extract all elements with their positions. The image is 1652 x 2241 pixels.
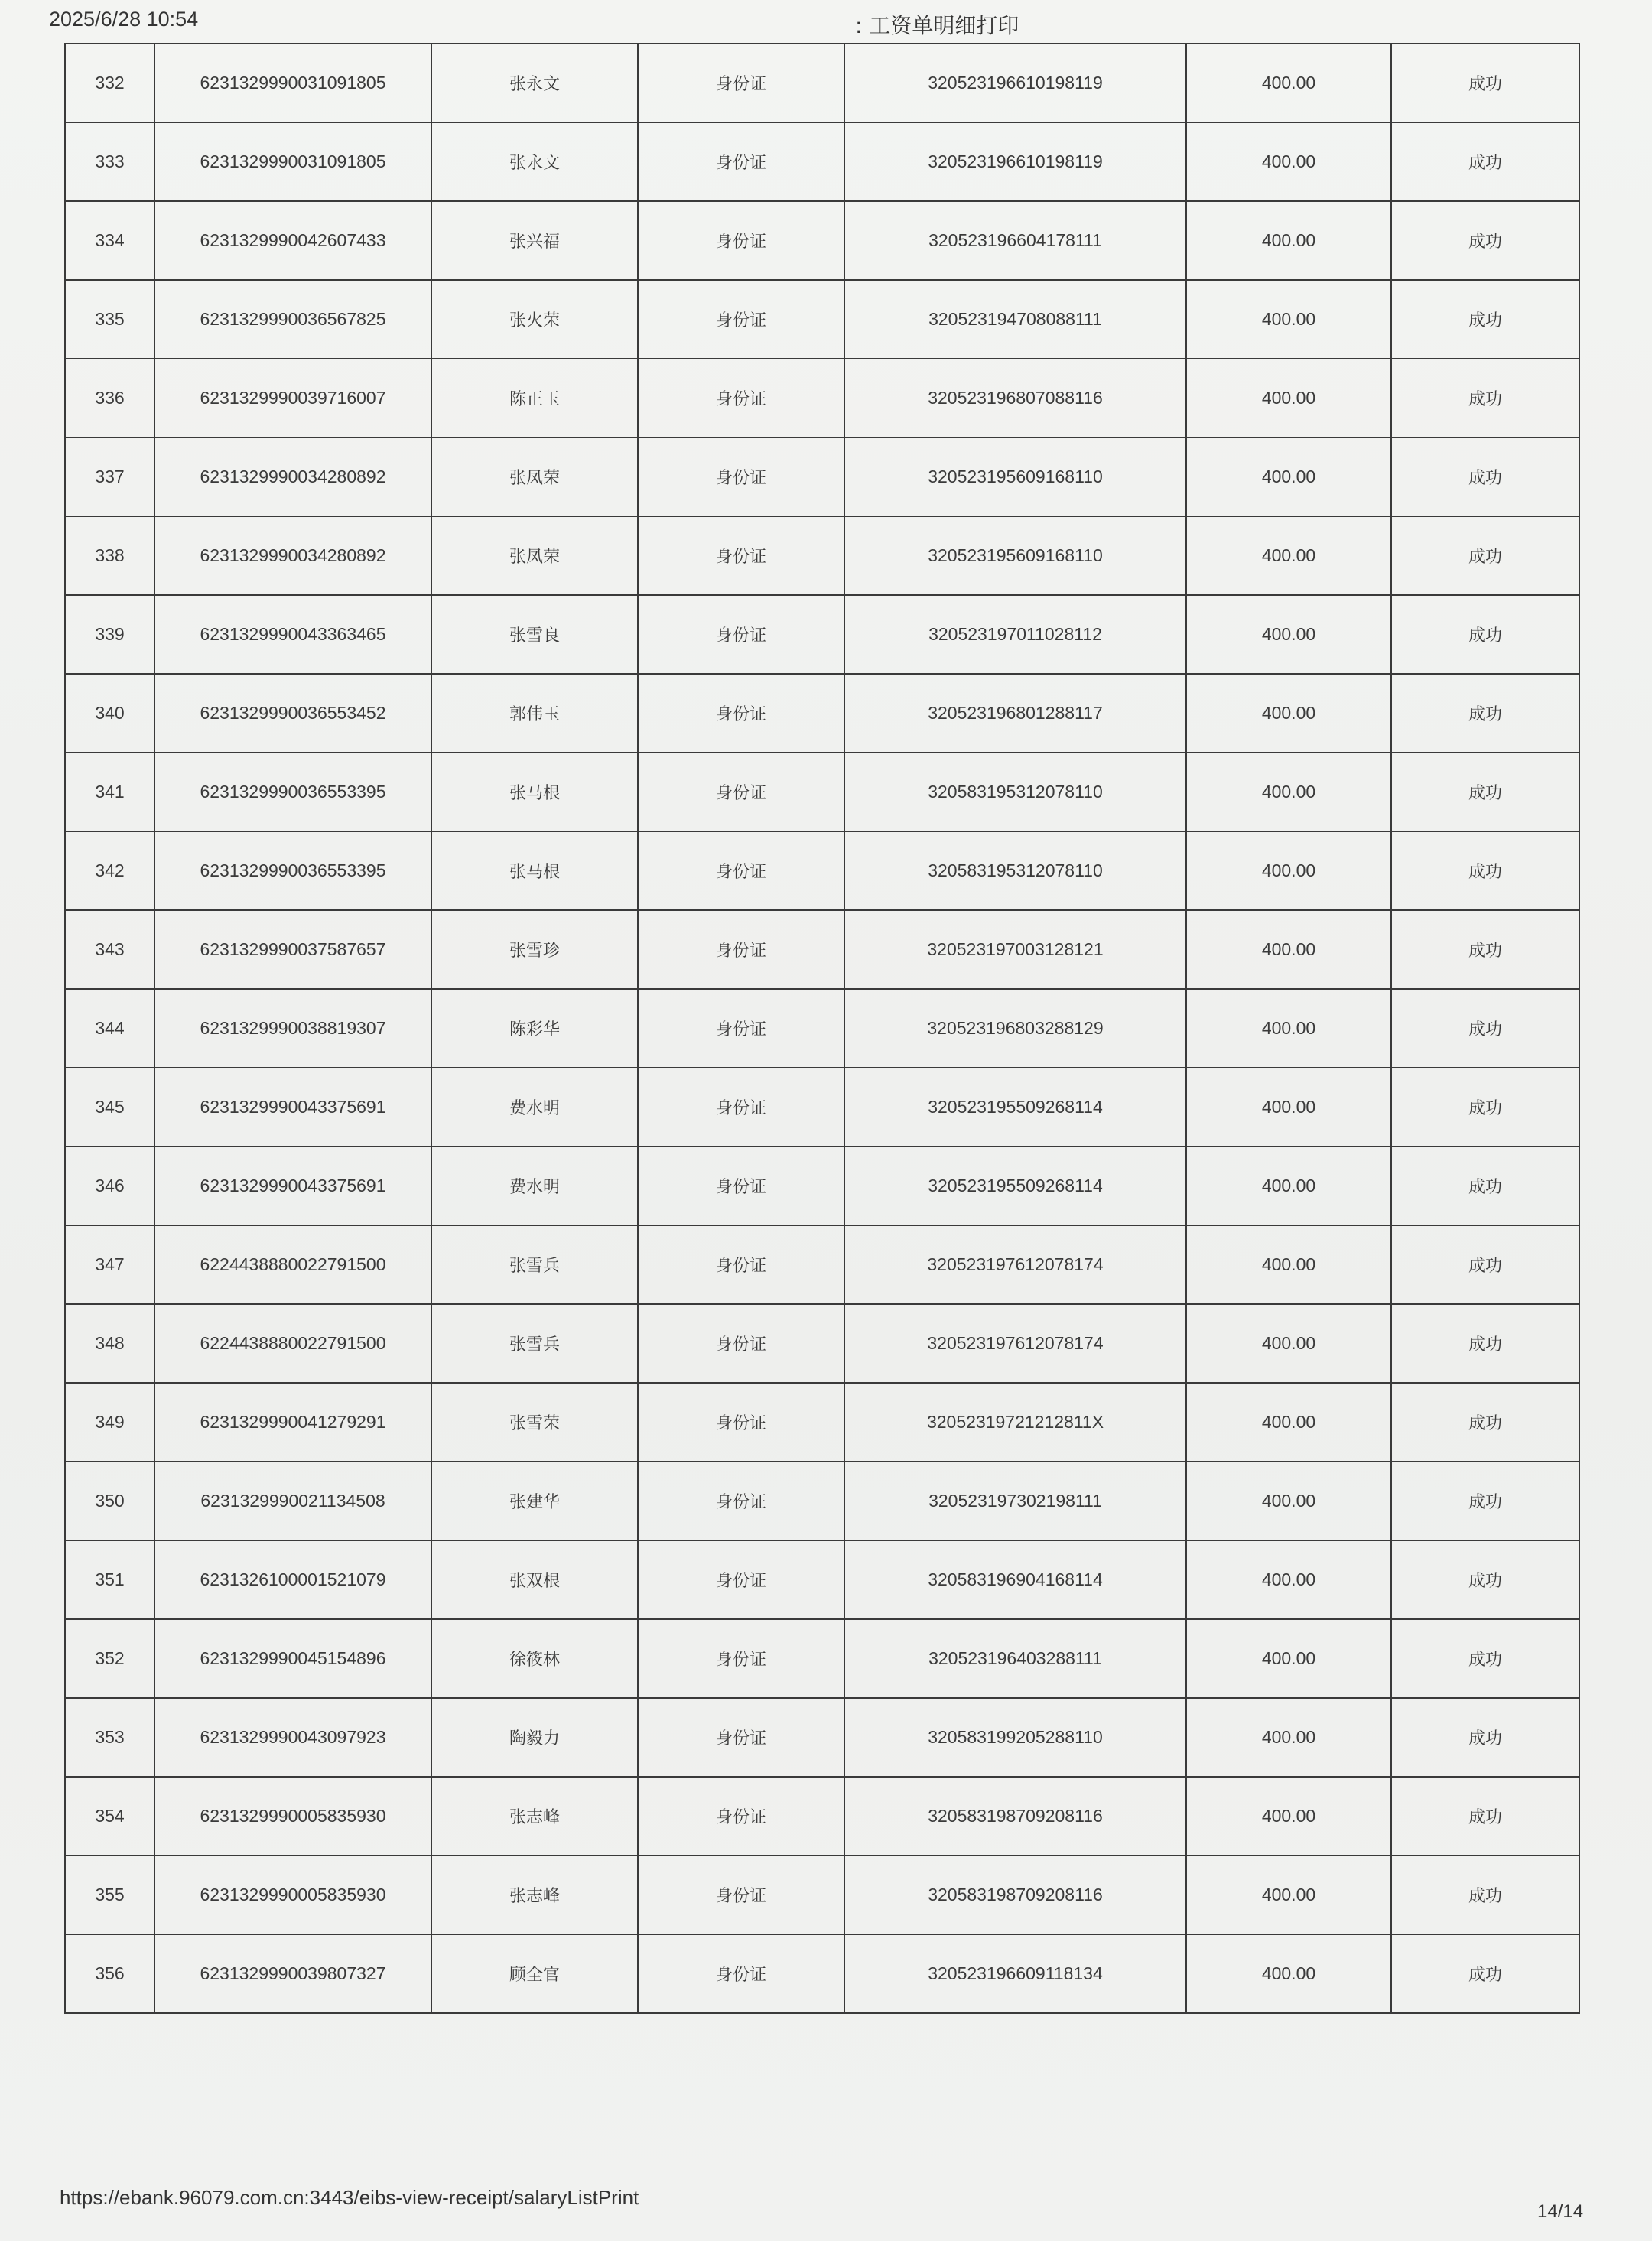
cell-name: 陈彩华 xyxy=(431,989,638,1068)
cell-status: 成功 xyxy=(1391,1068,1579,1147)
cell-id-type: 身份证 xyxy=(638,1304,844,1383)
cell-amount: 400.00 xyxy=(1186,1856,1391,1934)
cell-account: 6231329990043097923 xyxy=(154,1698,431,1777)
cell-status: 成功 xyxy=(1391,44,1579,122)
cell-id-number: 320583196904168114 xyxy=(844,1540,1186,1619)
cell-name: 张永文 xyxy=(431,44,638,122)
cell-account: 6231329990042607433 xyxy=(154,201,431,280)
cell-id-number: 320523196609118134 xyxy=(844,1934,1186,2013)
cell-amount: 400.00 xyxy=(1186,1619,1391,1698)
table-row xyxy=(65,674,1579,753)
cell-id-type: 身份证 xyxy=(638,1068,844,1147)
cell-account: 6231329990037587657 xyxy=(154,910,431,989)
cell-amount: 400.00 xyxy=(1186,1147,1391,1225)
cell-seq: 333 xyxy=(65,122,154,201)
footer-url: https://ebank.96079.com.cn:3443/eibs-view-receipt/salaryListPrint xyxy=(60,2186,639,2209)
cell-id-type: 身份证 xyxy=(638,1934,844,2013)
cell-amount: 400.00 xyxy=(1186,122,1391,201)
cell-name: 张永文 xyxy=(431,122,638,201)
cell-name: 陈正玉 xyxy=(431,359,638,437)
cell-account: 6224438880022791500 xyxy=(154,1225,431,1304)
cell-id-number: 320523196801288117 xyxy=(844,674,1186,753)
cell-seq: 337 xyxy=(65,437,154,516)
cell-name: 张凤荣 xyxy=(431,437,638,516)
table-row xyxy=(65,595,1579,674)
cell-status: 成功 xyxy=(1391,753,1579,831)
cell-amount: 400.00 xyxy=(1186,280,1391,359)
cell-id-type: 身份证 xyxy=(638,1147,844,1225)
table-row xyxy=(65,1225,1579,1304)
table-row xyxy=(65,1304,1579,1383)
cell-account: 6231326100001521079 xyxy=(154,1540,431,1619)
cell-id-type: 身份证 xyxy=(638,1383,844,1462)
cell-name: 张双根 xyxy=(431,1540,638,1619)
cell-id-type: 身份证 xyxy=(638,910,844,989)
cell-status: 成功 xyxy=(1391,1147,1579,1225)
cell-name: 陶毅力 xyxy=(431,1698,638,1777)
cell-status: 成功 xyxy=(1391,595,1579,674)
cell-status: 成功 xyxy=(1391,989,1579,1068)
cell-amount: 400.00 xyxy=(1186,1462,1391,1540)
cell-account: 6231329990038819307 xyxy=(154,989,431,1068)
table-row xyxy=(65,201,1579,280)
cell-id-number: 320583195312078110 xyxy=(844,753,1186,831)
cell-id-number: 320523195509268114 xyxy=(844,1147,1186,1225)
cell-name: 费水明 xyxy=(431,1147,638,1225)
table-row xyxy=(65,910,1579,989)
table-row xyxy=(65,1777,1579,1856)
cell-status: 成功 xyxy=(1391,437,1579,516)
cell-status: 成功 xyxy=(1391,1540,1579,1619)
table-row xyxy=(65,1068,1579,1147)
cell-amount: 400.00 xyxy=(1186,44,1391,122)
cell-id-type: 身份证 xyxy=(638,1777,844,1856)
cell-amount: 400.00 xyxy=(1186,437,1391,516)
cell-account: 6231329990036553452 xyxy=(154,674,431,753)
cell-id-type: 身份证 xyxy=(638,595,844,674)
cell-amount: 400.00 xyxy=(1186,1777,1391,1856)
cell-seq: 336 xyxy=(65,359,154,437)
salary-detail-table xyxy=(64,43,1580,2014)
cell-id-number: 320523197612078174 xyxy=(844,1304,1186,1383)
cell-id-number: 320583195312078110 xyxy=(844,831,1186,910)
table-row xyxy=(65,1540,1579,1619)
cell-id-number: 32052319721212811X xyxy=(844,1383,1186,1462)
cell-amount: 400.00 xyxy=(1186,516,1391,595)
cell-id-type: 身份证 xyxy=(638,831,844,910)
cell-account: 6231329990036553395 xyxy=(154,831,431,910)
cell-seq: 353 xyxy=(65,1698,154,1777)
cell-account: 6231329990043375691 xyxy=(154,1068,431,1147)
cell-account: 6231329990039807327 xyxy=(154,1934,431,2013)
cell-id-type: 身份证 xyxy=(638,753,844,831)
cell-amount: 400.00 xyxy=(1186,595,1391,674)
cell-seq: 344 xyxy=(65,989,154,1068)
cell-id-type: 身份证 xyxy=(638,201,844,280)
cell-status: 成功 xyxy=(1391,1934,1579,2013)
cell-seq: 341 xyxy=(65,753,154,831)
cell-amount: 400.00 xyxy=(1186,753,1391,831)
cell-account: 6231329990034280892 xyxy=(154,437,431,516)
cell-seq: 340 xyxy=(65,674,154,753)
cell-account: 6231329990034280892 xyxy=(154,516,431,595)
cell-amount: 400.00 xyxy=(1186,1540,1391,1619)
table-body xyxy=(65,44,1579,2013)
cell-account: 6231329990039716007 xyxy=(154,359,431,437)
table-row xyxy=(65,516,1579,595)
cell-name: 郭伟玉 xyxy=(431,674,638,753)
cell-id-type: 身份证 xyxy=(638,437,844,516)
table-row xyxy=(65,1698,1579,1777)
cell-status: 成功 xyxy=(1391,674,1579,753)
cell-id-type: 身份证 xyxy=(638,280,844,359)
cell-status: 成功 xyxy=(1391,1777,1579,1856)
cell-amount: 400.00 xyxy=(1186,1383,1391,1462)
page-title: : 工资单明细打印 xyxy=(855,13,1019,38)
cell-amount: 400.00 xyxy=(1186,674,1391,753)
cell-id-number: 320523195509268114 xyxy=(844,1068,1186,1147)
table-row xyxy=(65,753,1579,831)
cell-id-number: 320523195609168110 xyxy=(844,437,1186,516)
cell-status: 成功 xyxy=(1391,201,1579,280)
table-row xyxy=(65,359,1579,437)
cell-status: 成功 xyxy=(1391,122,1579,201)
cell-account: 6231329990031091805 xyxy=(154,122,431,201)
cell-id-number: 320523197003128121 xyxy=(844,910,1186,989)
cell-id-number: 320583198709208116 xyxy=(844,1777,1186,1856)
cell-seq: 346 xyxy=(65,1147,154,1225)
cell-id-type: 身份证 xyxy=(638,516,844,595)
table-row xyxy=(65,1934,1579,2013)
cell-account: 6231329990036553395 xyxy=(154,753,431,831)
cell-id-type: 身份证 xyxy=(638,1225,844,1304)
cell-seq: 347 xyxy=(65,1225,154,1304)
cell-status: 成功 xyxy=(1391,831,1579,910)
cell-status: 成功 xyxy=(1391,280,1579,359)
cell-amount: 400.00 xyxy=(1186,910,1391,989)
print-datetime: 2025/6/28 10:54 xyxy=(49,8,199,31)
cell-id-type: 身份证 xyxy=(638,989,844,1068)
cell-id-number: 320523196610198119 xyxy=(844,44,1186,122)
cell-seq: 356 xyxy=(65,1934,154,2013)
cell-seq: 338 xyxy=(65,516,154,595)
cell-seq: 350 xyxy=(65,1462,154,1540)
cell-amount: 400.00 xyxy=(1186,359,1391,437)
cell-name: 张雪兵 xyxy=(431,1225,638,1304)
cell-id-number: 320523196610198119 xyxy=(844,122,1186,201)
cell-status: 成功 xyxy=(1391,1698,1579,1777)
cell-seq: 349 xyxy=(65,1383,154,1462)
cell-account: 6231329990043375691 xyxy=(154,1147,431,1225)
cell-status: 成功 xyxy=(1391,1856,1579,1934)
cell-account: 6224438880022791500 xyxy=(154,1304,431,1383)
cell-amount: 400.00 xyxy=(1186,1225,1391,1304)
cell-amount: 400.00 xyxy=(1186,1934,1391,2013)
cell-id-type: 身份证 xyxy=(638,674,844,753)
cell-name: 张雪兵 xyxy=(431,1304,638,1383)
cell-account: 6231329990005835930 xyxy=(154,1856,431,1934)
cell-seq: 345 xyxy=(65,1068,154,1147)
cell-id-type: 身份证 xyxy=(638,44,844,122)
cell-seq: 355 xyxy=(65,1856,154,1934)
table-row xyxy=(65,1147,1579,1225)
cell-status: 成功 xyxy=(1391,1462,1579,1540)
cell-id-number: 320523197011028112 xyxy=(844,595,1186,674)
cell-name: 张志峰 xyxy=(431,1856,638,1934)
cell-status: 成功 xyxy=(1391,1383,1579,1462)
cell-amount: 400.00 xyxy=(1186,1304,1391,1383)
cell-seq: 332 xyxy=(65,44,154,122)
cell-name: 张马根 xyxy=(431,753,638,831)
cell-status: 成功 xyxy=(1391,1225,1579,1304)
table-row xyxy=(65,280,1579,359)
cell-status: 成功 xyxy=(1391,1304,1579,1383)
cell-id-number: 320523195609168110 xyxy=(844,516,1186,595)
cell-account: 6231329990041279291 xyxy=(154,1383,431,1462)
cell-status: 成功 xyxy=(1391,359,1579,437)
cell-seq: 343 xyxy=(65,910,154,989)
cell-name: 张雪珍 xyxy=(431,910,638,989)
cell-account: 6231329990031091805 xyxy=(154,44,431,122)
cell-id-number: 320523196807088116 xyxy=(844,359,1186,437)
cell-name: 张凤荣 xyxy=(431,516,638,595)
cell-id-number: 320523196604178111 xyxy=(844,201,1186,280)
cell-id-type: 身份证 xyxy=(638,1619,844,1698)
cell-amount: 400.00 xyxy=(1186,1068,1391,1147)
table-row xyxy=(65,831,1579,910)
cell-name: 徐筱林 xyxy=(431,1619,638,1698)
cell-name: 张雪良 xyxy=(431,595,638,674)
cell-id-type: 身份证 xyxy=(638,1698,844,1777)
cell-seq: 351 xyxy=(65,1540,154,1619)
table-row xyxy=(65,1462,1579,1540)
cell-id-type: 身份证 xyxy=(638,1462,844,1540)
table-row xyxy=(65,44,1579,122)
salary-detail-table-wrap xyxy=(64,43,1579,2014)
cell-account: 6231329990045154896 xyxy=(154,1619,431,1698)
page-number: 14/14 xyxy=(1537,2201,1584,2222)
cell-id-number: 320523197302198111 xyxy=(844,1462,1186,1540)
cell-id-number: 320523197612078174 xyxy=(844,1225,1186,1304)
cell-status: 成功 xyxy=(1391,1619,1579,1698)
cell-name: 张建华 xyxy=(431,1462,638,1540)
cell-id-number: 320523196403288111 xyxy=(844,1619,1186,1698)
cell-seq: 354 xyxy=(65,1777,154,1856)
cell-amount: 400.00 xyxy=(1186,831,1391,910)
cell-seq: 334 xyxy=(65,201,154,280)
table-row xyxy=(65,1619,1579,1698)
cell-account: 6231329990005835930 xyxy=(154,1777,431,1856)
cell-id-type: 身份证 xyxy=(638,1856,844,1934)
cell-id-type: 身份证 xyxy=(638,359,844,437)
cell-status: 成功 xyxy=(1391,516,1579,595)
cell-seq: 342 xyxy=(65,831,154,910)
cell-account: 6231329990043363465 xyxy=(154,595,431,674)
cell-seq: 352 xyxy=(65,1619,154,1698)
table-row xyxy=(65,122,1579,201)
cell-name: 张兴福 xyxy=(431,201,638,280)
table-row xyxy=(65,437,1579,516)
cell-amount: 400.00 xyxy=(1186,201,1391,280)
cell-seq: 339 xyxy=(65,595,154,674)
cell-id-number: 320583199205288110 xyxy=(844,1698,1186,1777)
cell-id-number: 320523196803288129 xyxy=(844,989,1186,1068)
cell-seq: 348 xyxy=(65,1304,154,1383)
table-row xyxy=(65,1383,1579,1462)
cell-name: 张马根 xyxy=(431,831,638,910)
cell-name: 顾全官 xyxy=(431,1934,638,2013)
cell-id-type: 身份证 xyxy=(638,1540,844,1619)
table-row xyxy=(65,989,1579,1068)
cell-amount: 400.00 xyxy=(1186,1698,1391,1777)
cell-name: 费水明 xyxy=(431,1068,638,1147)
cell-seq: 335 xyxy=(65,280,154,359)
cell-account: 6231329990021134508 xyxy=(154,1462,431,1540)
cell-id-type: 身份证 xyxy=(638,122,844,201)
cell-account: 6231329990036567825 xyxy=(154,280,431,359)
cell-name: 张志峰 xyxy=(431,1777,638,1856)
cell-amount: 400.00 xyxy=(1186,989,1391,1068)
cell-name: 张火荣 xyxy=(431,280,638,359)
cell-id-number: 320583198709208116 xyxy=(844,1856,1186,1934)
table-row xyxy=(65,1856,1579,1934)
cell-status: 成功 xyxy=(1391,910,1579,989)
cell-id-number: 320523194708088111 xyxy=(844,280,1186,359)
cell-name: 张雪荣 xyxy=(431,1383,638,1462)
